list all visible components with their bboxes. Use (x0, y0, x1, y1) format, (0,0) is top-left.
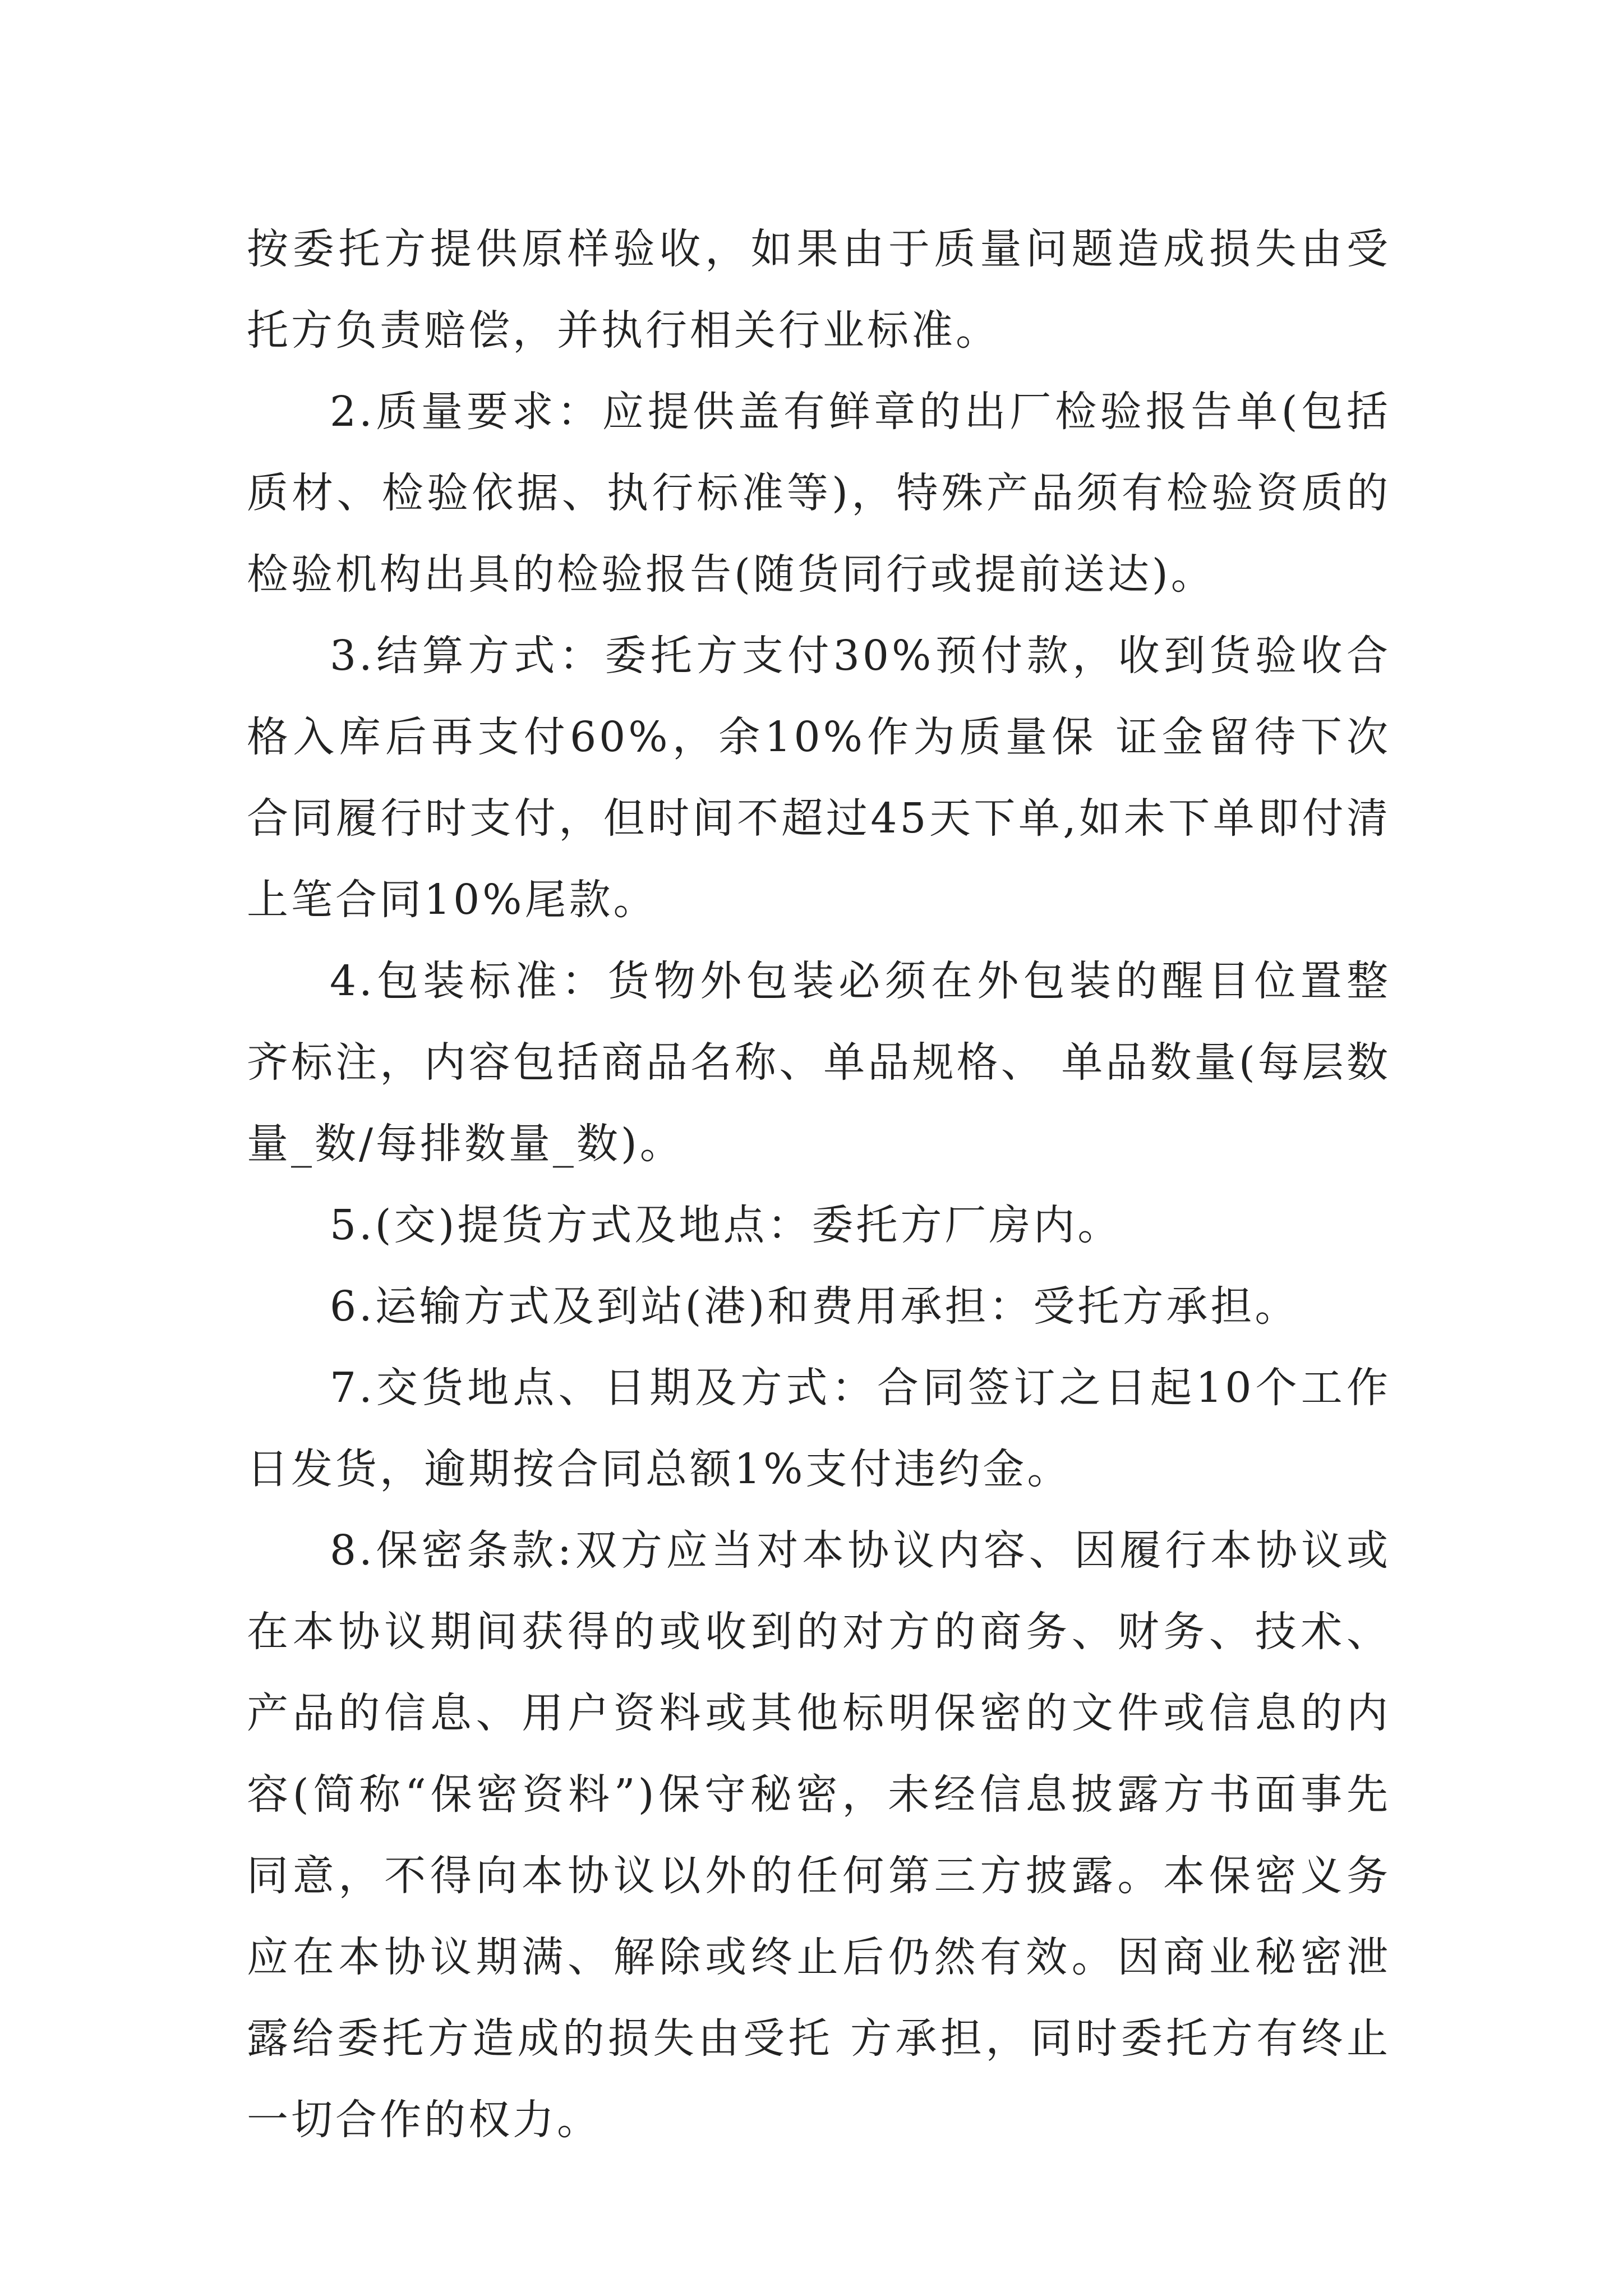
paragraph-quality-requirements: 2.质量要求：应提供盖有鲜章的出厂检验报告单(包括质材、检验依据、执行标准等)，特殊产品须有检验资质的检验机构出具的检验报告(随货同行或提前送达)。 (247, 388, 1391, 599)
paragraph-packaging-standard: 4.包装标准：货物外包装必须在外包装的醒目位置整齐标注，内容包括商品名称、单品规格、 单品数量(每层数量_数/每排数量_数)。 (247, 957, 1391, 1168)
paragraph-transport-method: 6.运输方式及到站(港)和费用承担：受托方承担。 (330, 1282, 1299, 1331)
paragraph-acceptance-continued: 按委托方提供原样验收，如果由于质量问题造成损失由受托方负责赔偿，并执行相关行业标准。 (247, 225, 1391, 355)
paragraph-confidentiality-clause: 8.保密条款:双方应当对本协议内容、因履行本协议或在本协议期间获得的或收到的对方的商务、财务、技术、产品的信息、用户资料或其他标明保密的文件或信息的内容(简称“保密资料”)保守秘密，未经信息披露方书面事先同意，不得向本协议以外的任何第三方披露。本保密义务应在本协议期满、解除或终止后仍然有效。因商业秘密泄露给委托方造成的损失由受托 方承担，同时委托方有终止一切合作的权力。 (247, 1526, 1391, 2144)
paragraph-delivery-terms: 7.交货地点、日期及方式：合同签订之日起10个工作日发货，逾期按合同总额1%支付违约金。 (247, 1364, 1391, 1493)
paragraph-pickup-method: 5.(交)提货方式及地点：委托方厂房内。 (330, 1201, 1122, 1249)
paragraph-settlement-method: 3.结算方式：委托方支付30%预付款，收到货验收合格入库后再支付60%，余10%作为质量保 证金留待下次合同履行时支付，但时间不超过45天下单,如未下单即付清上笔合同10%尾款。 (247, 632, 1391, 924)
document-body (247, 209, 1391, 2161)
